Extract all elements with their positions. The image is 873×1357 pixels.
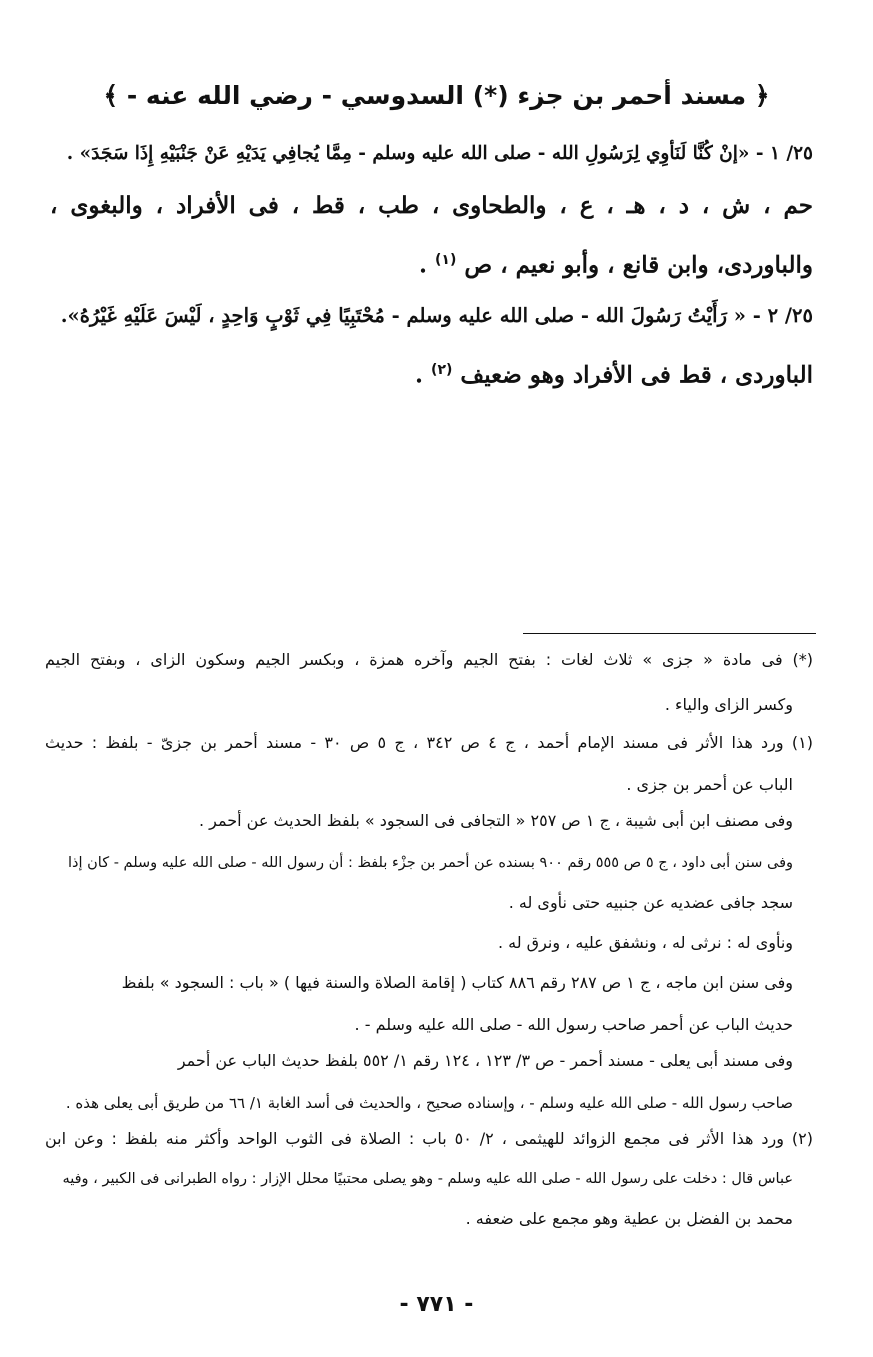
footnote-1-line-1: (١) ورد هذا الأثر فى مسند الإمام أحمد ، ج ٤ ص ٣٤٢ ، ج ٥ ص ٣٠ - مسند أحمر بن جزىّ - بلفظ : حديث <box>45 733 814 752</box>
footnote-1-line-4: وفى سنن أبى داود ، ج ٥ ص ٥٥٥ رقم ٩٠٠ بسنده عن أحمر بن جزْء بلفظ : أن رسول الله - صلى الله عليه وسلم - كان إذا <box>68 855 793 871</box>
hadith-1-sources-line-2 <box>50 240 813 286</box>
sources-text: والباوردى، وابن قانع ، وأبو نعيم ، ص <box>464 251 813 279</box>
footnote-1-line-3: وفى مصنف ابن أبى شيبة ، ج ١ ص ٢٥٧ « التجافى فى السجود » بلفظ الحديث عن أحمر . <box>198 811 793 830</box>
footnote-2-line-2: عباس قال : دخلت على رسول الله - صلى الله عليه وسلم - وهو يصلى محتبيًا محلل الإزار : رواه الطبرانى فى الكبير ، وفيه <box>62 1171 793 1187</box>
page-number: - ٧٧١ - <box>399 1292 474 1317</box>
footnote-2-line-3: محمد بن الفضل بن عطية وهو مجمع على ضعفه . <box>465 1209 793 1228</box>
footnote-1-line-10: صاحب رسول الله - صلى الله عليه وسلم - ، وإسناده صحيح ، والحديث فى أسد الغابة ١/ ٦٦ من طريق أبى يعلى هذه . <box>65 1094 793 1112</box>
footnote-ref-2: (٢) <box>431 362 453 378</box>
hadith-1-text: ٢٥/ ١ - «إنْ كُنَّا لَنَأوِي لِرَسُولِ الله - صلى الله عليه وسلم - مِمَّا يُجافِي يَدَيْهِ عَنْ جَنْبَيْهِ إِذَا سَجَدَ» . <box>66 143 813 164</box>
footnote-separator <box>523 633 816 634</box>
footnote-1-line-8: حديث الباب عن أحمر صاحب رسول الله - صلى الله عليه وسلم - . <box>354 1015 793 1034</box>
footnote-star-line-1: (*) فى مادة « جزى » ثلاث لغات : بفتح الجيم وآخره همزة ، وبكسر الجيم وسكون الزاى ، وبفتح الجيم <box>45 650 813 669</box>
hadith-1-sources-line-1: حم ، ش ، د ، هـ ، ع ، والطحاوى ، طب ، قط ، فى الأفراد ، والبغوى ، <box>50 192 813 219</box>
footnote-1-line-6: ونأوى له : نرثى له ، ونشفق عليه ، ونرق له . <box>497 933 793 952</box>
hadith-2-text: ٢٥/ ٢ - « رَأَيْتُ رَسُولَ الله - صلى الله عليه وسلم - مُحْتَبِيًا فِي ثَوْبٍ وَاحِدٍ ، لَيْسَ عَلَيْهِ غَيْرُهُ». <box>60 304 813 327</box>
sources-text: الباوردى ، قط فى الأفراد وهو ضعيف <box>460 361 813 389</box>
footnote-1-line-7: وفى سنن ابن ماجه ، ج ١ ص ٢٨٧ رقم ٨٨٦ كتاب ( إقامة الصلاة والسنة فيها ) « باب : السجود » بلفظ <box>121 973 793 992</box>
footnote-1-line-5: سجد جافى عضديه عن جنبيه حتى نأوى له . <box>508 893 793 912</box>
footnote-1-line-9: وفى مسند أبى يعلى - مسند أحمر - ص ٣/ ١٢٣ ، ١٢٤ رقم ١/ ٥٥٢ بلفظ حديث الباب عن أحمر <box>177 1051 793 1070</box>
hadith-2-sources <box>50 350 813 396</box>
period: . <box>415 361 424 389</box>
period: . <box>418 251 427 279</box>
footnote-star-line-2: وكسر الزاى والياء . <box>664 695 793 714</box>
footnote-2-line-1: (٢) ورد هذا الأثر فى مجمع الزوائد للهيثمى ، ٢/ ٥٠ باب : الصلاة فى الثوب الواحد وأكثر منه بلفظ : وعن ابن <box>45 1129 814 1148</box>
footnote-ref-1: (١) <box>435 252 457 268</box>
page-title: ﴿ مسند أحمر بن جزء (*) السدوسي - رضي الله عنه - ﴾ <box>103 81 770 110</box>
footnote-1-line-2: الباب عن أحمر بن جزى . <box>626 775 793 794</box>
